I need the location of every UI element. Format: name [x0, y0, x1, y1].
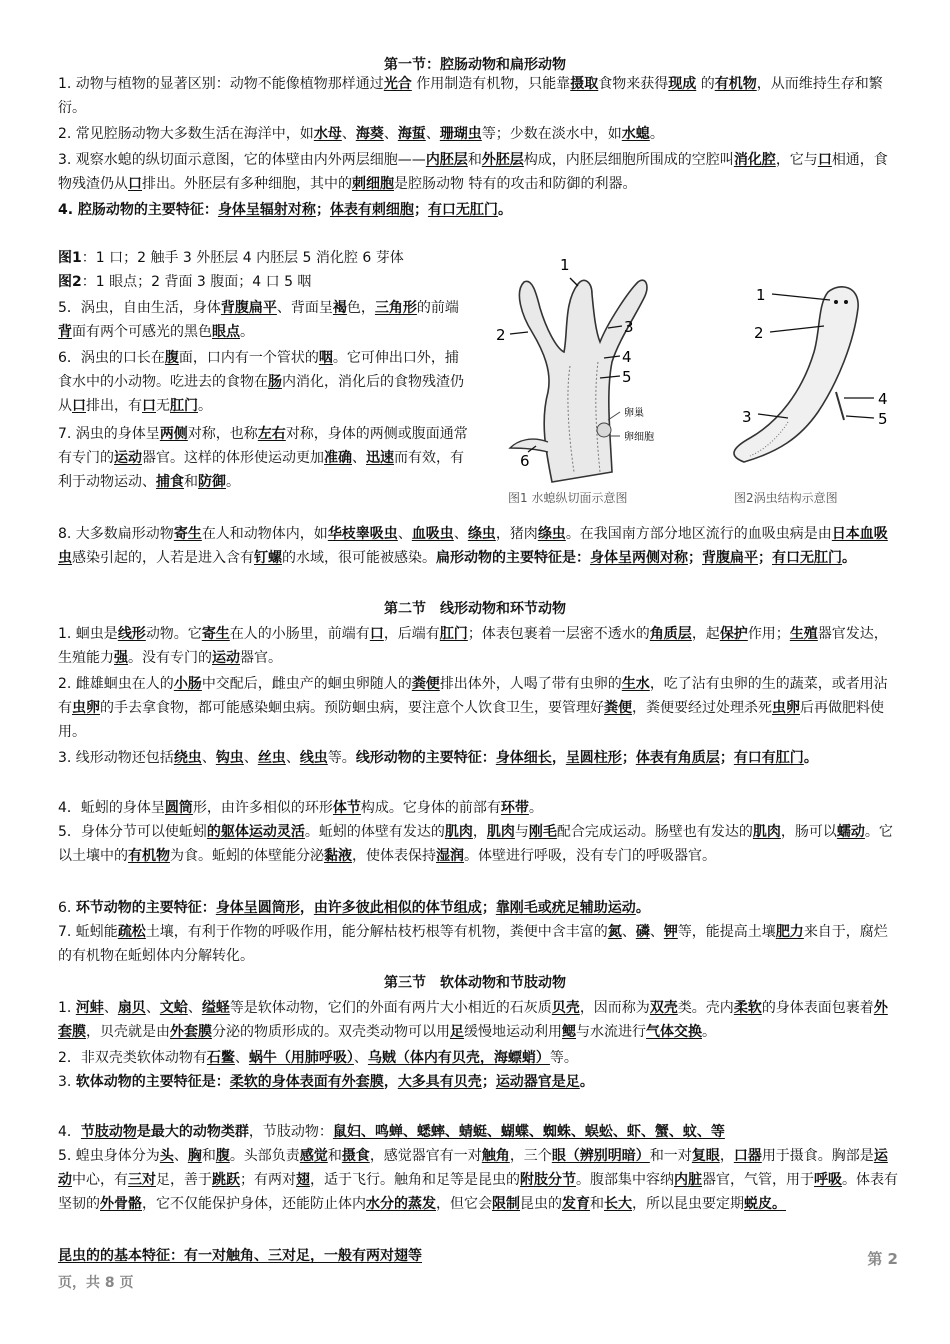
planarian-label-2: 2 — [754, 324, 764, 342]
egg-cell-label: 卵细胞 — [624, 432, 654, 443]
s2-paragraph-1: 1. 蛔虫是线形动物。它寄生在人的小肠里，前端有口，后端有肛门；体表包裹着一层密不透水的角质层，起保护作用；生殖器官发达，生殖能力强。没有专门的运动器官。 — [58, 626, 888, 666]
s2-paragraph-5: 5．身体分节可以使蚯蚓的躯体运动灵活。蚯蚓的体壁有发达的肌肉，肌肉与刚毛配合完成运动。肠壁也有发达的肌肉，肠可以蠕动。它以土壤中的有机物为食。蚯蚓的体壁能分泌黏液，使体表保持湿润。体壁进行呼吸，没有专门的呼吸器官。 — [58, 824, 893, 864]
s3-paragraph-3: 3. 软体动物的主要特征是：柔软的身体表面有外套膜，大多具有贝壳；运动器官是足。 — [58, 1074, 594, 1090]
s3-paragraph-4: 4．节肢动物是最大的动物类群，节肢动物：鼠妇、鸣蝉、蟋蟀、蜻蜓、蝴蝶、蜘蛛、蜈蚣、虾、蟹、蚊、等 — [58, 1124, 725, 1140]
planarian-illustration — [734, 286, 888, 505]
s1-paragraph-3: 3. 观察水螅的纵切面示意图，它的体壁由内外两层细胞——内胚层和外胚层构成，内胚层细胞所围成的空腔叫消化腔，它与口相通，食物残渣仍从口排出。外胚层有多种细胞，其中的刺细胞是腔肠动物 特有的攻击和防御的利器。 — [58, 152, 888, 192]
fig1-legend: 图1：1 口；2 触手 3 外胚层 4 内胚层 5 消化腔 6 芽体 — [58, 250, 404, 266]
s2-paragraph-4: 4．蚯蚓的身体呈圆筒形，由许多相似的环形体节构成。它身体的前部有环带。 — [58, 800, 543, 816]
s1-paragraph-7: 7. 涡虫的身体呈两侧对称，也称左右对称，身体的两侧或腹面通常有专门的运动器官。这样的体形使运动更加准确、迅速而有效，有利于动物运动、捕食和防御。 — [58, 426, 468, 490]
s1-paragraph-2: 2. 常见腔肠动物大多数生活在海洋中，如水母、海葵、海蜇、珊瑚虫等；少数在淡水中，如水螅。 — [58, 126, 664, 142]
section-3-title: 第三节 软体动物和节肢动物 — [384, 975, 566, 991]
planarian-label-5: 5 — [878, 410, 888, 428]
s3-paragraph-5: 5. 蝗虫身体分为头、胸和腹。头部负责感觉和摄食，感觉器官有一对触角，三个眼（辨别明暗）和一对复眼，口器用于摄食。胸部是运动中心，有三对足，善于跳跃；有两对翅，适于飞行。触角和足等是昆虫的附肢分节。腹部集中容纳内脏器官，气管，用于呼吸。体表有坚韧的外骨骼，它不仅能保护身体，还能防止体内水分的蒸发，但它会限制昆虫的发育和长大，所以昆虫要定期蜕皮。 — [58, 1148, 898, 1212]
page-number-suffix: 页，共 8 页 — [58, 1275, 134, 1291]
ovary-label: 卵巢 — [624, 408, 644, 419]
figure-illustrations — [488, 252, 898, 522]
hydra-label-6: 6 — [520, 452, 530, 470]
hydra-label-3: 3 — [624, 318, 634, 336]
planarian-label-3: 3 — [742, 408, 752, 426]
hydra-illustration — [496, 256, 654, 505]
hydra-label-5: 5 — [622, 368, 632, 386]
section-2-title: 第二节 线形动物和环节动物 — [384, 601, 566, 617]
figure-area — [488, 252, 898, 522]
section-1-title: 第一节：腔肠动物和扁形动物 — [384, 57, 566, 73]
fig1-caption: 图1 水螅纵切面示意图 — [508, 491, 628, 505]
page-number-prefix: 第 2 — [867, 1250, 898, 1268]
hydra-label-4: 4 — [622, 348, 632, 366]
fig2-caption: 图2涡虫结构示意图 — [734, 491, 838, 505]
s1-paragraph-1: 1. 动物与植物的显著区别：动物不能像植物那样通过光合 作用制造有机物，只能靠摄取食物来获得现成 的有机物，从而维持生存和繁衍。 — [58, 76, 883, 116]
planarian-label-1: 1 — [756, 286, 766, 304]
s1-paragraph-8: 8. 大多数扁形动物寄生在人和动物体内，如华枝睾吸虫、血吸虫、绦虫，猪肉绦虫。在我国南方部分地区流行的血吸虫病是由日本血吸虫感染引起的，人若是进入含有钉螺的水域，很可能被感染。扁形动物的主要特征是：身体呈两侧对称；背腹扁平；有口无肛门。 — [58, 526, 888, 566]
s3-paragraph-6: 昆虫的的基本特征：有一对触角、三对足，一般有两对翅等 — [58, 1248, 422, 1264]
hydra-label-2: 2 — [496, 326, 506, 344]
s1-paragraph-4: 4. 腔肠动物的主要特征：身体呈辐射对称；体表有刺细胞；有口无肛门。 — [58, 202, 512, 218]
planarian-label-4: 4 — [878, 390, 888, 408]
s2-paragraph-6: 6. 环节动物的主要特征：身体呈圆筒形，由许多彼此相似的体节组成；靠刚毛或疣足辅助运动。 — [58, 900, 650, 916]
s3-paragraph-2: 2．非双壳类软体动物有石鳖、蜗牛（用肺呼吸）、乌贼（体内有贝壳，海螵蛸）等。 — [58, 1050, 578, 1066]
s1-paragraph-5: 5．涡虫，自由生活，身体背腹扁平、背面呈褐色，三角形的前端背面有两个可感光的黑色眼点。 — [58, 300, 459, 340]
s2-paragraph-7: 7. 蚯蚓能疏松土壤，有利于作物的呼吸作用，能分解枯枝朽根等有机物，粪便中含丰富的氮、磷、钾等，能提高土壤肥力来自于，腐烂的有机物在蚯蚓体内分解转化。 — [58, 924, 888, 964]
s1-paragraph-6: 6．涡虫的口长在腹面，口内有一个管状的咽。它可伸出口外，捕食水中的小动物。吃进去的食物在肠内消化，消化后的食物残渣仍从口排出，有口无肛门。 — [58, 350, 464, 414]
hydra-label-1: 1 — [560, 256, 570, 274]
fig2-legend: 图2：1 眼点；2 背面 3 腹面；4 口 5 咽 — [58, 274, 312, 290]
s2-paragraph-2: 2. 雌雄蛔虫在人的小肠中交配后，雌虫产的蛔虫卵随人的粪便排出体外，人喝了带有虫卵的生水，吃了沾有虫卵的生的蔬菜，或者用沾有虫卵的手去拿食物，都可能感染蛔虫病。预防蛔虫病，要注意个人饮食卫生，要管理好粪便，粪便要经过处理杀死虫卵后再做肥料使用。 — [58, 676, 888, 740]
s2-paragraph-3: 3. 线形动物还包括绕虫、钩虫、丝虫、线虫等。线形动物的主要特征：身体细长，呈圆柱形；体表有角质层；有口有肛门。 — [58, 750, 818, 766]
s3-paragraph-1: 1. 河蚌、扇贝、文蛤、缢蛏等是软体动物，它们的外面有两片大小相近的石灰质贝壳，因而称为双壳类。壳内柔软的身体表面包裹着外套膜，贝壳就是由外套膜分泌的物质形成的。双壳类动物可以用足缓慢地运动利用鳃与水流进行气体交换。 — [58, 1000, 888, 1040]
